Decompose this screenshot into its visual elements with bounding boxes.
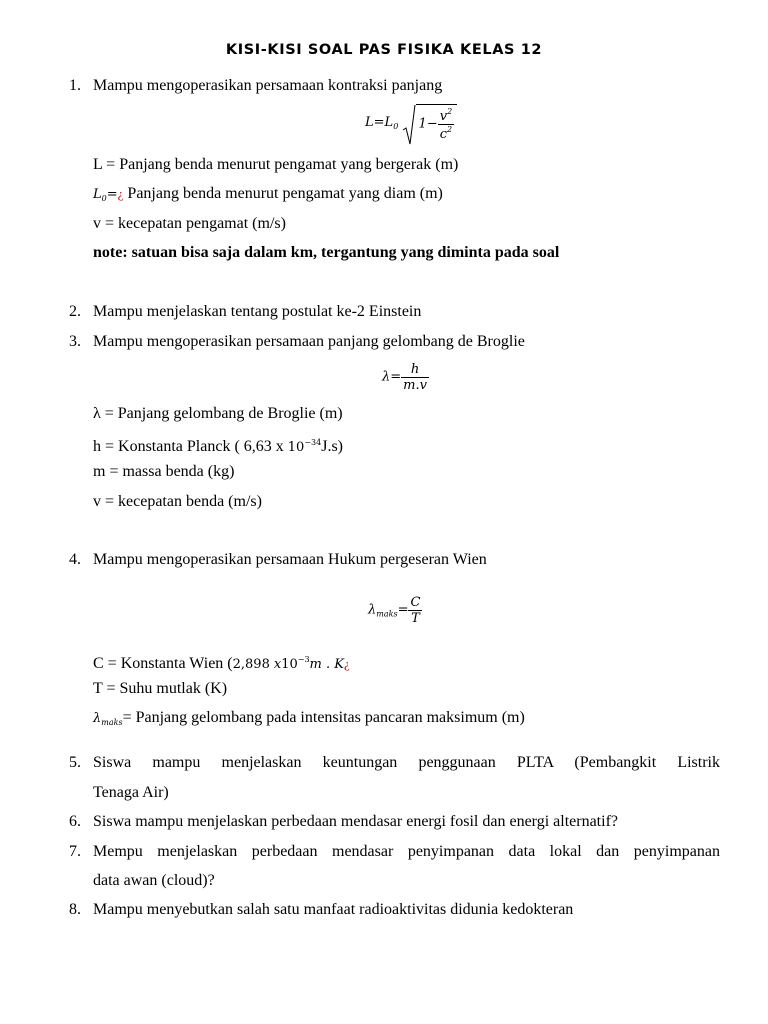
symbol: λ xyxy=(93,711,102,726)
item-text: Mampu mengoperasikan persamaan kontraksi panjang xyxy=(93,77,443,94)
definition-t: T = Suhu mutlak (K) xyxy=(93,680,228,697)
item-number: 1. xyxy=(69,77,81,94)
power-base: 10 xyxy=(287,440,305,455)
eq-numerator: h xyxy=(410,362,420,377)
eq-fraction xyxy=(408,595,422,626)
eq-number: 1 xyxy=(418,116,427,132)
eq-numerator: v xyxy=(439,109,448,124)
times-sign: x xyxy=(273,657,282,672)
subscript: maks xyxy=(101,718,123,727)
item-text-continued: data awan (cloud)? xyxy=(93,872,215,889)
item-number: 5. xyxy=(69,754,81,771)
definition-l0 xyxy=(93,184,443,209)
eq-subscript: 0 xyxy=(393,121,399,131)
eq-symbol: λ xyxy=(368,602,377,618)
constant-value: 2,898 xyxy=(232,657,270,672)
item-text: Mampu mengoperasikan persamaan panjang gelombang de Broglie xyxy=(93,333,525,350)
equation-de-broglie xyxy=(382,362,429,393)
item-number: 2. xyxy=(69,303,81,320)
note-text: note: satuan bisa saja dalam km, tergantung yang diminta pada soal xyxy=(93,244,560,261)
square-root xyxy=(402,104,458,142)
eq-denominator: m.v xyxy=(403,378,427,393)
item-number: 6. xyxy=(69,813,81,830)
eq-equals: = xyxy=(390,369,402,385)
eq-symbol: λ xyxy=(382,369,391,385)
definition-text: = Panjang gelombang pada intensitas pancaran maksimum (m) xyxy=(122,709,525,726)
definition-lambda-maks xyxy=(93,708,525,733)
eq-superscript: 2 xyxy=(447,125,453,134)
definition-m: m = massa benda (kg) xyxy=(93,463,235,480)
eq-fraction xyxy=(438,107,454,142)
item-text: Siswa mampu menjelaskan perbedaan mendasar energi fosil dan energi alternatif? xyxy=(93,813,618,830)
item-number: 4. xyxy=(69,551,81,568)
item-number: 8. xyxy=(69,901,81,918)
definition-h xyxy=(93,433,343,458)
eq-denominator: T xyxy=(408,610,422,626)
eq-denominator: c xyxy=(439,127,448,142)
definition-text: Panjang benda menurut pengamat yang diam (m) xyxy=(123,185,443,202)
power-exponent: −3 xyxy=(297,655,310,664)
item-text: Mampu mengoperasikan persamaan Hukum pergeseran Wien xyxy=(93,551,487,568)
item-text: Siswa mampu menjelaskan keuntungan penggunaan PLTA (Pembangkit Listrik xyxy=(93,754,720,771)
definition-c xyxy=(93,650,350,675)
eq-minus: − xyxy=(426,116,438,132)
definition-v: v = kecepatan pengamat (m/s) xyxy=(93,215,286,232)
item-text: Mampu menyebutkan salah satu manfaat radioaktivitas didunia kedokteran xyxy=(93,901,574,918)
definition-l: L = Panjang benda menurut pengamat yang bergerak (m) xyxy=(93,156,459,173)
eq-subscript: maks xyxy=(376,609,398,619)
item-text: Mempu menjelaskan perbedaan mendasar penyimpanan data lokal dan penyimpanan xyxy=(93,843,720,860)
definition-text: C = Konstanta Wien ( xyxy=(93,655,233,672)
eq-symbol: L xyxy=(384,114,394,130)
definition-text: h = Konstanta Planck ( 6,63 x xyxy=(93,438,288,455)
equation-wien xyxy=(368,595,422,626)
eq-fraction xyxy=(401,362,429,393)
definition-text: J.s) xyxy=(321,438,343,455)
eq-symbol: L xyxy=(365,114,374,130)
unit: m . K xyxy=(309,657,344,672)
definition-v: v = kecepatan benda (m/s) xyxy=(93,493,262,510)
eq-equals: = xyxy=(397,602,409,618)
item-number: 3. xyxy=(69,333,81,350)
subscript: 0 xyxy=(101,194,107,203)
inverted-question-mark: ¿ xyxy=(117,186,124,201)
equals: = xyxy=(106,187,118,202)
inverted-question-mark: ¿ xyxy=(343,656,350,671)
eq-numerator: C xyxy=(410,595,421,610)
symbol: L xyxy=(93,187,102,202)
radical-sign-icon xyxy=(402,104,416,146)
eq-equals: = xyxy=(373,114,385,130)
document-title: KISI-KISI SOAL PAS FISIKA KELAS 12 xyxy=(225,42,543,58)
eq-superscript: 2 xyxy=(447,107,453,116)
power-base: 10 xyxy=(281,657,298,672)
definition-lambda: λ = Panjang gelombang de Broglie (m) xyxy=(93,405,343,422)
item-text-continued: Tenaga Air) xyxy=(93,784,169,801)
item-number: 7. xyxy=(69,843,81,860)
power-exponent: −34 xyxy=(304,438,322,447)
equation-length-contraction xyxy=(365,104,457,142)
item-text: Mampu menjelaskan tentang postulat ke-2 Einstein xyxy=(93,303,422,320)
